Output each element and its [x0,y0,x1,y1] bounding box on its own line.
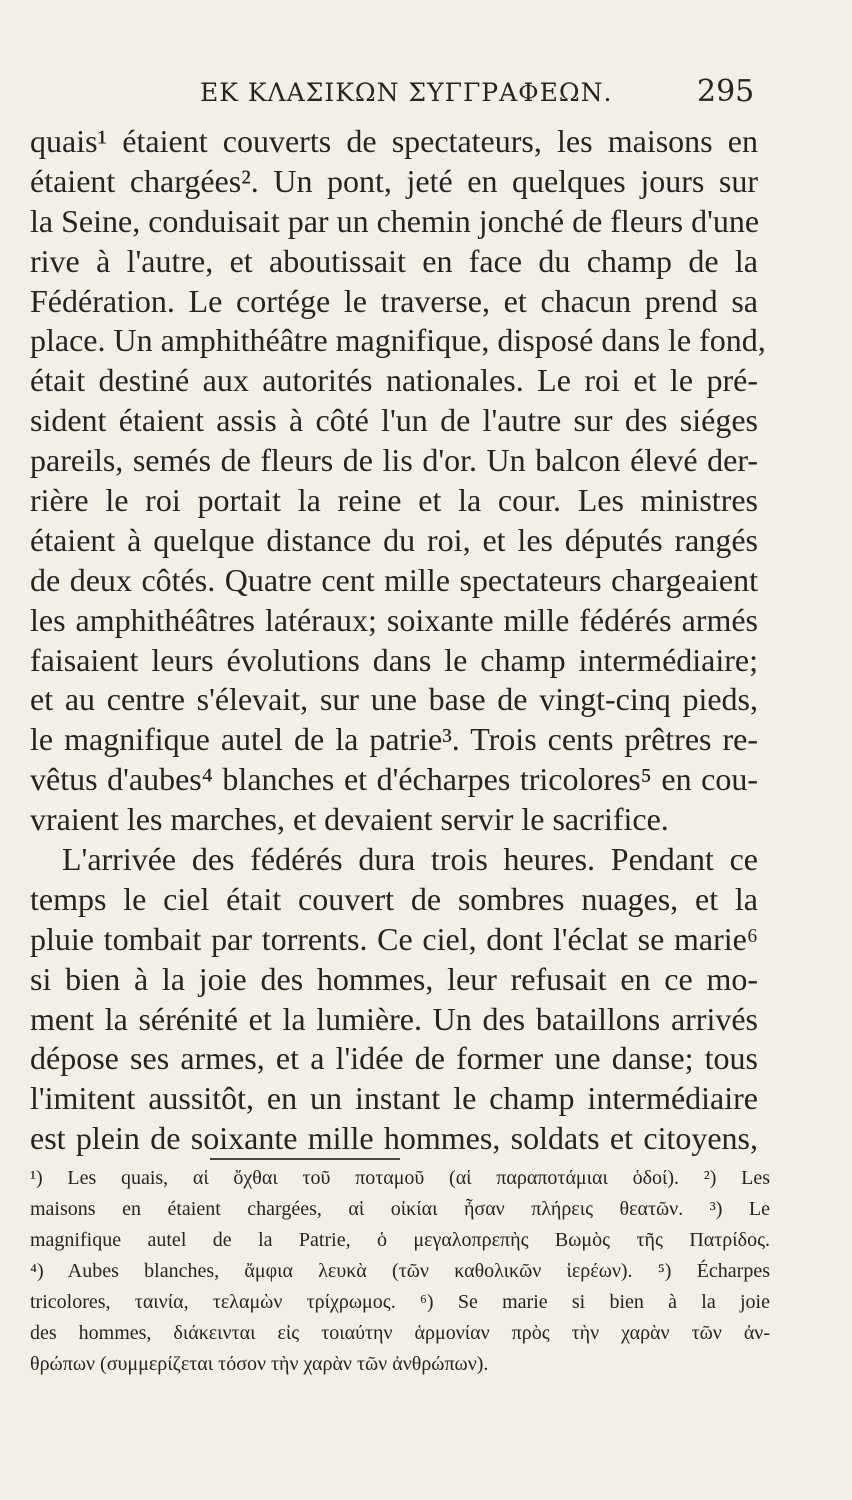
text-line: Fédération. Le cortége le traverse, et chacun prend sa [30,282,758,319]
footnote-line: magnifique autel de la Patrie, ὁ μεγαλοπρεπὴς Βωμὸς τῆς Πατρίδος. [30,1229,770,1251]
footnote-line: des hommes, διάκεινται εἰς τοιαύτην ἁρμονίαν πρὸς τὴν χαρὰν τῶν ἀν- [30,1322,770,1344]
text-line: vraient les marches, et devaient servir le sacrifice. [30,801,669,838]
text-line: de deux côtés. Quatre cent mille spectateurs chargeaient [30,561,758,598]
text-line: et au centre s'élevait, sur une base de vingt-cinq pieds, [30,681,758,718]
page-number: 295 [697,74,755,109]
footnote-line: tricolores, ταινία, τελαμὼν τρίχρωμος. ⁶) Se marie si bien à la joie [30,1291,770,1313]
footnote-separator [210,1158,400,1160]
text-line: l'imitent aussitôt, en un instant le champ intermédiaire [30,1080,758,1117]
running-title: ΕΚ ΚΛΑΣΙΚΩΝ ΣΥΓΓΡΑΦΕΩΝ. [200,78,613,107]
text-line: rive à l'autre, et aboutissait en face du champ de la [30,242,758,279]
main-text [30,122,766,1159]
text-line: faisaient leurs évolutions dans le champ intermédiaire; [30,641,758,678]
footnote-line: ¹) Les quais, αἱ ὄχθαι τοῦ ποταμοῦ (αἱ παραποτάμιαι ὁδοί). ²) Les [30,1167,770,1189]
text-line: quais¹ étaient couverts de spectateurs, les maisons en [30,123,758,159]
text-line: ment la sérénité et la lumière. Un des bataillons arrivés [30,1000,758,1037]
footnote-line: θρώπων (συμμερίζεται τόσον τὴν χαρὰν τῶν ἀνθρώπων). [30,1353,489,1375]
text-line: dépose ses armes, et a l'idée de former une danse; tous [30,1040,758,1077]
text-line: les amphithéâtres latéraux; soixante mille fédérés armés [30,601,758,638]
text-line: vêtus d'aubes⁴ blanches et d'écharpes tricolores⁵ en cou- [30,761,758,798]
footnotes [30,1163,770,1380]
text-line: la Seine, conduisait par un chemin jonché de fleurs d'une [30,202,760,239]
text-line: rière le roi portait la reine et la cour. Les ministres [30,482,758,519]
text-line: si bien à la joie des hommes, leur refusait en ce mo- [30,960,758,997]
text-line: le magnifique autel de la patrie³. Trois cents prêtres re- [30,721,758,758]
text-line: place. Un amphithéâtre magnifique, disposé dans le fond, [30,322,766,359]
text-line: sident étaient assis à côté l'un de l'autre sur des siéges [30,402,758,439]
text-line: étaient chargées². Un pont, jeté en quelques jours sur [30,162,758,199]
text-line: est plein de soixante mille hommes, soldats et citoyens, [30,1120,758,1157]
page-header [0,74,852,114]
text-line: L'arrivée des fédérés dura trois heures. Pendant ce [62,841,758,878]
text-line: pareils, semés de fleurs de lis d'or. Un balcon élevé der- [30,442,758,479]
text-line: pluie tombait par torrents. Ce ciel, dont l'éclat se marie⁶ [30,920,758,957]
footnote-line: ⁴) Aubes blanches, ἄμφια λευκὰ (τῶν καθολικῶν ἱερέων). ⁵) Écharpes [30,1260,770,1282]
text-line: étaient à quelque distance du roi, et les députés rangés [30,521,758,558]
text-line: temps le ciel était couvert de sombres nuages, et la [30,880,758,917]
footnote-line: maisons en étaient chargées, αἱ οἰκίαι ἦσαν πλήρεις θεατῶν. ³) Le [30,1198,770,1220]
text-line: était destiné aux autorités nationales. Le roi et le pré- [30,362,758,399]
